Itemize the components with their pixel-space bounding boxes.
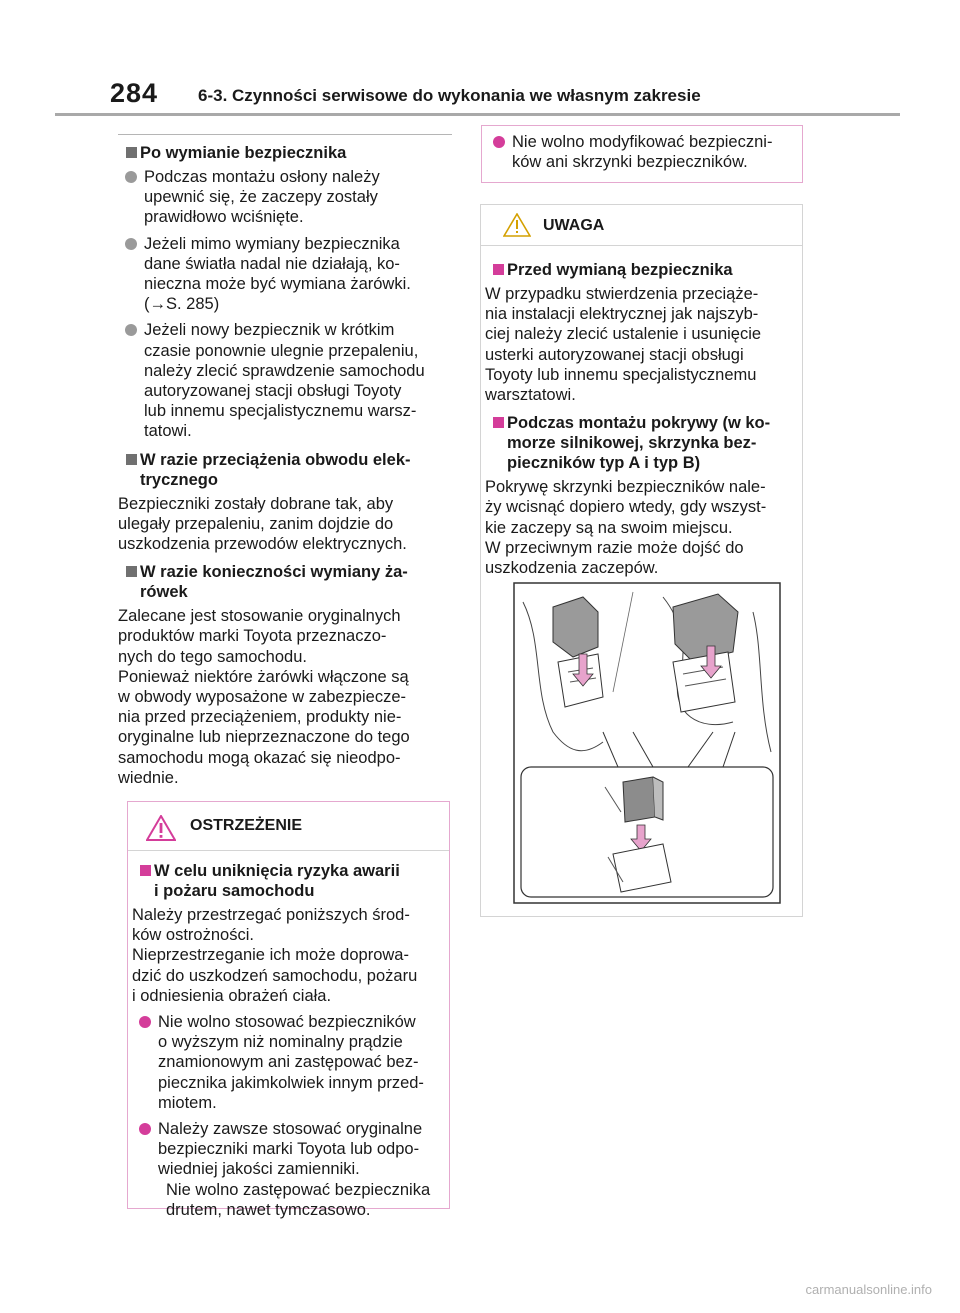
square-bullet-icon bbox=[493, 417, 504, 428]
paragraph: W przypadku stwierdzenia przeciąże- nia instalacji elektrycznej jak najszyb- ciej należy zlecić ustalenie i usunięcie usterki autoryzowanej stacji obsługi Toyoty lub innemu specjalistycznemu warsztatowi. bbox=[485, 285, 762, 405]
list-item: Nie wolno stosować bezpieczników o wyższym niż nominalny prądzie znamionowym ani zastępować bez- piecznika jakimkolwiek innym przed- miotem. bbox=[132, 1012, 445, 1113]
paragraph: Zalecane jest stosowanie oryginalnych produktów marki Toyota przeznaczo- nych do tego samochodu. Ponieważ niektóre żarówki włączone są w obwody wyposażone w zabezpiecze- nia przed przeciążeniem, produkty nie- oryginalne lub nieprzeznaczone do tego samochodu mogą okazać się nieodpo- wiednie. bbox=[118, 607, 410, 787]
paragraph: Pokrywę skrzynki bezpieczników nale- ży wcisnąć dopiero wtedy, gdy wszyst- kie zaczepy są na swoim miejscu. W przeciwnym razie może dojść do uszkodzenia zaczepów. bbox=[485, 478, 767, 578]
caution-heading-cover-install: Podczas montażu pokrywy (w ko- morze silnikowej, skrzynka bez- pieczników typ A i typ B) bbox=[485, 413, 796, 473]
list-item: Podczas montażu osłony należy upewnić się, że zaczepy zostały prawidłowo wciśnięte. bbox=[118, 167, 452, 228]
round-bullet-icon bbox=[125, 171, 137, 183]
round-bullet-icon bbox=[125, 238, 137, 250]
square-bullet-icon bbox=[126, 147, 137, 158]
square-bullet-icon bbox=[126, 566, 137, 577]
square-bullet-icon bbox=[493, 264, 504, 275]
caution-title-bar bbox=[481, 205, 802, 246]
square-bullet-icon bbox=[140, 865, 151, 876]
right-column bbox=[481, 125, 803, 183]
warning-title: OSTRZEŻENIE bbox=[190, 817, 303, 834]
warning-title-bar bbox=[128, 802, 449, 851]
fuse-box-cover-illustration bbox=[513, 582, 781, 904]
round-bullet-icon bbox=[139, 1123, 151, 1135]
round-bullet-icon bbox=[125, 324, 137, 336]
watermark: carmanualsonline.info bbox=[805, 1282, 932, 1297]
caution-heading-before-replacement: Przed wymianą bezpiecznika bbox=[485, 260, 796, 280]
left-column bbox=[118, 134, 452, 794]
warning-continuation-box bbox=[481, 125, 803, 183]
list-item: Jeżeli nowy bezpiecznik w krótkim czasie ponownie ulegnie przepaleniu, należy zlecić sprawdzenie samochodu autoryzowanej stacji obsługi Toyoty lub innemu specjalistycznemu warsz- tatowi. bbox=[118, 320, 452, 441]
warning-heading: W celu uniknięcia ryzyka awarii i pożaru samochodu bbox=[132, 861, 445, 901]
round-bullet-icon bbox=[139, 1016, 151, 1028]
heading-overload: W razie przeciążenia obwodu elek- trycznego bbox=[118, 450, 452, 490]
header-rule bbox=[55, 113, 900, 116]
square-bullet-icon bbox=[126, 454, 137, 465]
warning-triangle-icon bbox=[146, 815, 176, 841]
section-title: 6-3. Czynności serwisowe do wykonania we własnym zakresie bbox=[198, 86, 701, 105]
page-number: 284 bbox=[110, 78, 159, 108]
round-bullet-icon bbox=[493, 136, 505, 148]
warning-box bbox=[127, 801, 450, 1219]
caution-triangle-icon bbox=[503, 213, 531, 237]
list-item: Należy zawsze stosować oryginalne bezpieczniki marki Toyota lub odpo- wiedniej jakości zamienniki. Nie wolno zastępować bezpiecznika drutem, nawet tymczasowo. bbox=[132, 1119, 445, 1220]
heading-after-fuse-replacement: Po wymianie bezpiecznika bbox=[118, 143, 452, 163]
paragraph: Bezpieczniki zostały dobrane tak, aby ulegały przepaleniu, zanim dojdzie do uszkodzenia przewodów elektrycznych. bbox=[118, 494, 407, 554]
heading-bulb-replacement: W razie konieczności wymiany ża- rówek bbox=[118, 562, 452, 602]
list-item: Jeżeli mimo wymiany bezpiecznika dane światła nadal nie działają, ko- nieczna może być wymiana żarówki. (→S. 285) bbox=[118, 234, 452, 315]
section-divider bbox=[118, 134, 452, 135]
page-reference-link: (→S. 285) bbox=[144, 295, 220, 314]
caution-title: UWAGA bbox=[543, 217, 605, 234]
paragraph: Należy przestrzegać poniższych środ- ków ostrożności. Nieprzestrzeganie ich może doprowa- dzić do uszkodzeń samochodu, pożaru i odniesienia obrażeń ciała. bbox=[132, 906, 418, 1005]
list-item: Nie wolno modyfikować bezpieczni- ków ani skrzynki bezpieczników. bbox=[486, 132, 796, 172]
